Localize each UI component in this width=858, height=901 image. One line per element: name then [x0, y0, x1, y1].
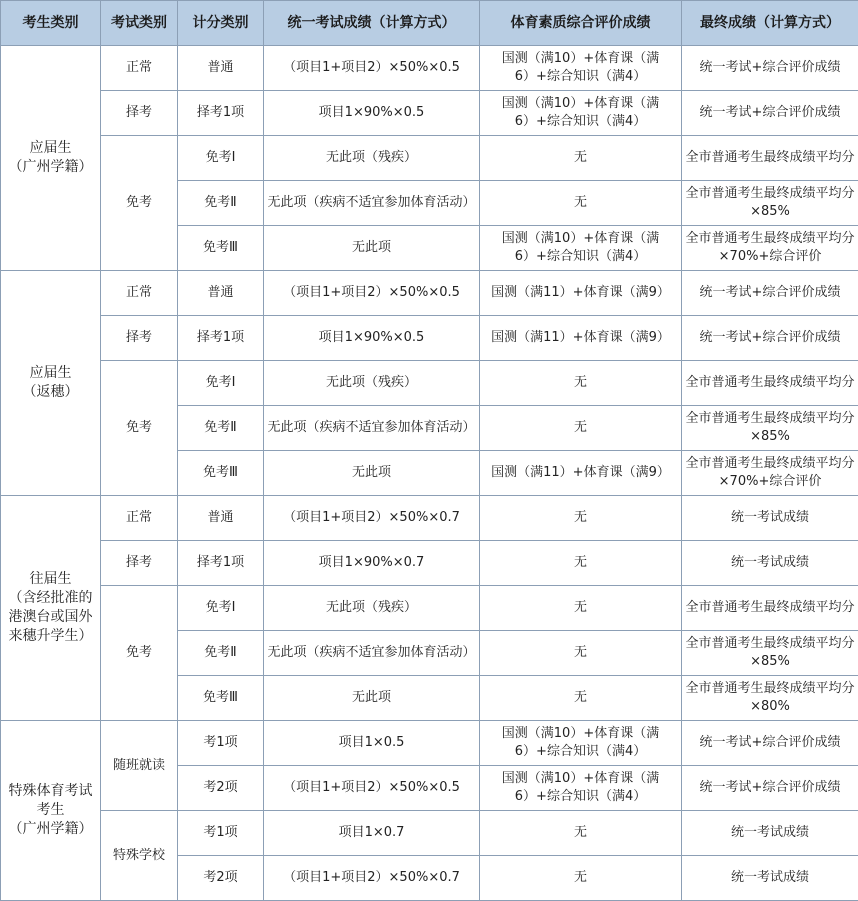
student-category-cell: 往届生 （含经批准的港澳台或国外来穗升学生）: [1, 496, 101, 721]
unified-score-cell: 项目1×90%×0.5: [264, 316, 480, 361]
header-student-category: 考生类别: [1, 1, 101, 46]
scoring-category-cell: 普通: [178, 496, 264, 541]
scoring-category-cell: 择考1项: [178, 316, 264, 361]
scoring-category-cell: 考2项: [178, 766, 264, 811]
final-score-cell: 统一考试+综合评价成绩: [682, 91, 858, 136]
header-scoring-category: 计分类别: [178, 1, 264, 46]
scoring-category-cell: 普通: [178, 46, 264, 91]
evaluation-score-cell: 无: [480, 631, 682, 676]
table-row: [1, 136, 858, 181]
final-score-cell: 全市普通考生最终成绩平均分×85%: [682, 631, 858, 676]
evaluation-score-cell: 国测（满10）+体育课（满6）+综合知识（满4）: [480, 721, 682, 766]
scoring-category-cell: 免考Ⅰ: [178, 361, 264, 406]
final-score-cell: 全市普通考生最终成绩平均分×85%: [682, 181, 858, 226]
scoring-category-cell: 择考1项: [178, 541, 264, 586]
evaluation-score-cell: 无: [480, 676, 682, 721]
final-score-cell: 全市普通考生最终成绩平均分×85%: [682, 406, 858, 451]
exam-category-cell: 随班就读: [101, 721, 178, 811]
scoring-category-cell: 免考Ⅰ: [178, 586, 264, 631]
exam-category-cell: 择考: [101, 91, 178, 136]
evaluation-score-cell: 无: [480, 586, 682, 631]
exam-category-cell: 特殊学校: [101, 811, 178, 901]
table-row: [1, 721, 858, 766]
final-score-cell: 统一考试+综合评价成绩: [682, 271, 858, 316]
evaluation-score-cell: 无: [480, 856, 682, 901]
scoring-category-cell: 免考Ⅲ: [178, 451, 264, 496]
scoring-category-cell: 考1项: [178, 811, 264, 856]
exam-category-cell: 正常: [101, 271, 178, 316]
final-score-cell: 全市普通考生最终成绩平均分×80%: [682, 676, 858, 721]
evaluation-score-cell: 无: [480, 181, 682, 226]
table-row: [1, 541, 858, 586]
exam-category-cell: 免考: [101, 136, 178, 271]
final-score-cell: 全市普通考生最终成绩平均分: [682, 586, 858, 631]
evaluation-score-cell: 无: [480, 496, 682, 541]
evaluation-score-cell: 无: [480, 541, 682, 586]
scoring-category-cell: 免考Ⅲ: [178, 226, 264, 271]
scoring-category-cell: 免考Ⅱ: [178, 406, 264, 451]
table-row: [1, 316, 858, 361]
unified-score-cell: （项目1+项目2）×50%×0.7: [264, 856, 480, 901]
table-row: [1, 271, 858, 316]
final-score-cell: 统一考试+综合评价成绩: [682, 316, 858, 361]
final-score-cell: 全市普通考生最终成绩平均分: [682, 136, 858, 181]
exam-category-cell: 择考: [101, 541, 178, 586]
table-row: [1, 496, 858, 541]
scoring-category-cell: 免考Ⅲ: [178, 676, 264, 721]
unified-score-cell: 无此项（疾病不适宜参加体育活动）: [264, 631, 480, 676]
exam-category-cell: 免考: [101, 586, 178, 721]
evaluation-score-cell: 国测（满10）+体育课（满6）+综合知识（满4）: [480, 46, 682, 91]
exam-category-cell: 免考: [101, 361, 178, 496]
scoring-category-cell: 考1项: [178, 721, 264, 766]
final-score-cell: 全市普通考生最终成绩平均分×70%+综合评价: [682, 226, 858, 271]
scoring-category-cell: 免考Ⅱ: [178, 631, 264, 676]
table-row: [1, 811, 858, 856]
student-category-cell: 应届生 （返穗）: [1, 271, 101, 496]
header-unified-exam-score: 统一考试成绩（计算方式）: [264, 1, 480, 46]
final-score-cell: 统一考试成绩: [682, 811, 858, 856]
scoring-category-cell: 考2项: [178, 856, 264, 901]
unified-score-cell: 项目1×0.5: [264, 721, 480, 766]
unified-score-cell: 项目1×90%×0.7: [264, 541, 480, 586]
final-score-cell: 统一考试+综合评价成绩: [682, 766, 858, 811]
table-row: [1, 361, 858, 406]
header-final-score: 最终成绩（计算方式）: [682, 1, 858, 46]
unified-score-cell: 无此项（疾病不适宜参加体育活动）: [264, 181, 480, 226]
unified-score-cell: 无此项: [264, 451, 480, 496]
evaluation-score-cell: 无: [480, 406, 682, 451]
scoring-category-cell: 免考Ⅰ: [178, 136, 264, 181]
evaluation-score-cell: 无: [480, 361, 682, 406]
table-row: [1, 91, 858, 136]
unified-score-cell: 无此项: [264, 676, 480, 721]
unified-score-cell: （项目1+项目2）×50%×0.5: [264, 766, 480, 811]
final-score-cell: 统一考试成绩: [682, 496, 858, 541]
header-exam-category: 考试类别: [101, 1, 178, 46]
evaluation-score-cell: 无: [480, 811, 682, 856]
unified-score-cell: （项目1+项目2）×50%×0.7: [264, 496, 480, 541]
evaluation-score-cell: 国测（满10）+体育课（满6）+综合知识（满4）: [480, 766, 682, 811]
final-score-cell: 统一考试+综合评价成绩: [682, 721, 858, 766]
header-pe-evaluation-score: 体育素质综合评价成绩: [480, 1, 682, 46]
unified-score-cell: （项目1+项目2）×50%×0.5: [264, 271, 480, 316]
evaluation-score-cell: 无: [480, 136, 682, 181]
final-score-cell: 全市普通考生最终成绩平均分×70%+综合评价: [682, 451, 858, 496]
evaluation-score-cell: 国测（满10）+体育课（满6）+综合知识（满4）: [480, 91, 682, 136]
header-row: [1, 1, 858, 46]
table-row: [1, 46, 858, 91]
unified-score-cell: 项目1×0.7: [264, 811, 480, 856]
evaluation-score-cell: 国测（满11）+体育课（满9）: [480, 316, 682, 361]
unified-score-cell: 项目1×90%×0.5: [264, 91, 480, 136]
student-category-cell: 应届生 （广州学籍）: [1, 46, 101, 271]
scoring-category-cell: 免考Ⅱ: [178, 181, 264, 226]
evaluation-score-cell: 国测（满10）+体育课（满6）+综合知识（满4）: [480, 226, 682, 271]
exam-category-cell: 择考: [101, 316, 178, 361]
final-score-cell: 统一考试成绩: [682, 541, 858, 586]
scoring-category-cell: 普通: [178, 271, 264, 316]
unified-score-cell: 无此项（残疾）: [264, 136, 480, 181]
exam-category-cell: 正常: [101, 46, 178, 91]
unified-score-cell: 无此项（疾病不适宜参加体育活动）: [264, 406, 480, 451]
student-category-cell: 特殊体育考试考生 （广州学籍）: [1, 721, 101, 901]
exam-category-cell: 正常: [101, 496, 178, 541]
evaluation-score-cell: 国测（满11）+体育课（满9）: [480, 451, 682, 496]
final-score-cell: 全市普通考生最终成绩平均分: [682, 361, 858, 406]
final-score-cell: 统一考试成绩: [682, 856, 858, 901]
unified-score-cell: 无此项（残疾）: [264, 586, 480, 631]
table-row: [1, 586, 858, 631]
final-score-cell: 统一考试+综合评价成绩: [682, 46, 858, 91]
unified-score-cell: 无此项（残疾）: [264, 361, 480, 406]
unified-score-cell: （项目1+项目2）×50%×0.5: [264, 46, 480, 91]
scoring-category-cell: 择考1项: [178, 91, 264, 136]
evaluation-score-cell: 国测（满11）+体育课（满9）: [480, 271, 682, 316]
unified-score-cell: 无此项: [264, 226, 480, 271]
